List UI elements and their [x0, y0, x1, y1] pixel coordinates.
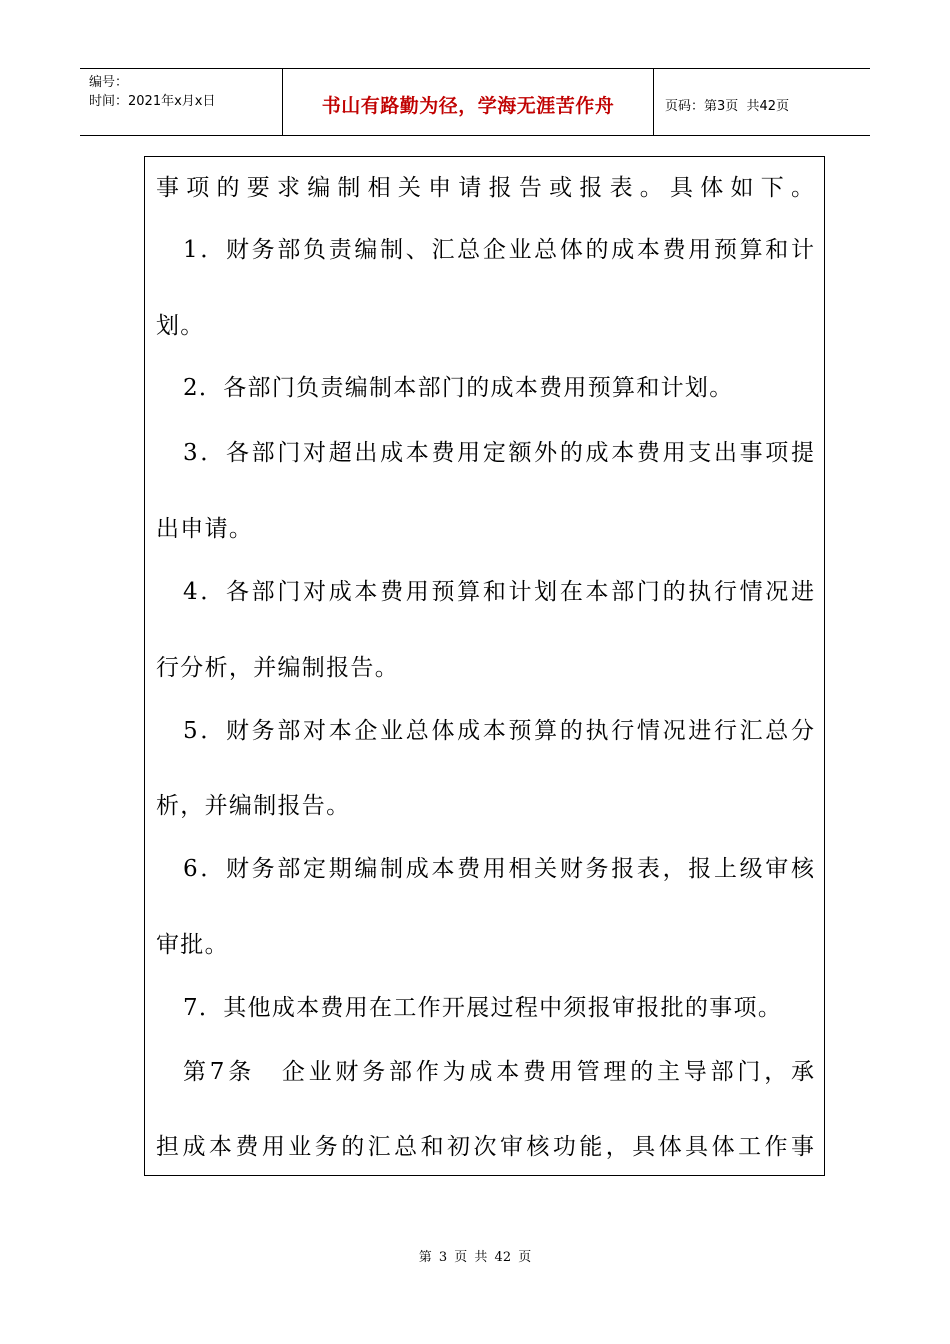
- text-line: 1．财务部负责编制、汇总企业总体的成本费用预算和计: [183, 237, 814, 263]
- serial-number-label: 编号：: [89, 75, 129, 90]
- text-line: 划。: [156, 313, 205, 339]
- header-page-info: [654, 69, 870, 135]
- text-line: 第7条 企业财务部作为成本费用管理的主导部门，承: [183, 1059, 814, 1085]
- text-line: 事项的要求编制相关申请报告或报表。具体如下。: [156, 175, 814, 201]
- footer-page-number: 第 3 页 共 42 页: [418, 1250, 532, 1265]
- page-info-text: 页码：第3页 共42页: [665, 98, 790, 114]
- text-line: 审批。: [156, 932, 229, 958]
- date-label: 时间：2021年x月x日: [89, 94, 216, 109]
- text-line: 6．财务部定期编制成本费用相关财务报表，报上级审核: [183, 856, 814, 882]
- header-motto: [282, 69, 654, 135]
- text-line: 5．财务部对本企业总体成本预算的执行情况进行汇总分: [183, 718, 814, 744]
- text-line: 7．其他成本费用在工作开展过程中须报审报批的事项。: [183, 995, 783, 1021]
- text-line: 析，并编制报告。: [156, 793, 351, 819]
- text-line: 行分析，并编制报告。: [156, 655, 399, 681]
- text-line: 3．各部门对超出成本费用定额外的成本费用支出事项提: [183, 440, 814, 466]
- text-line: 出申请。: [156, 516, 254, 542]
- text-line: 2．各部门负责编制本部门的成本费用预算和计划。: [183, 375, 734, 401]
- page-header: [80, 68, 870, 136]
- page-footer: [0, 1246, 950, 1265]
- motto-text: 书山有路勤为径，学海无涯苦作舟: [321, 94, 615, 117]
- text-line: 4．各部门对成本费用预算和计划在本部门的执行情况进: [183, 579, 814, 605]
- content-box: [144, 156, 825, 1176]
- text-line: 担成本费用业务的汇总和初次审核功能，具体具体工作事: [156, 1134, 814, 1160]
- header-meta: [80, 69, 282, 135]
